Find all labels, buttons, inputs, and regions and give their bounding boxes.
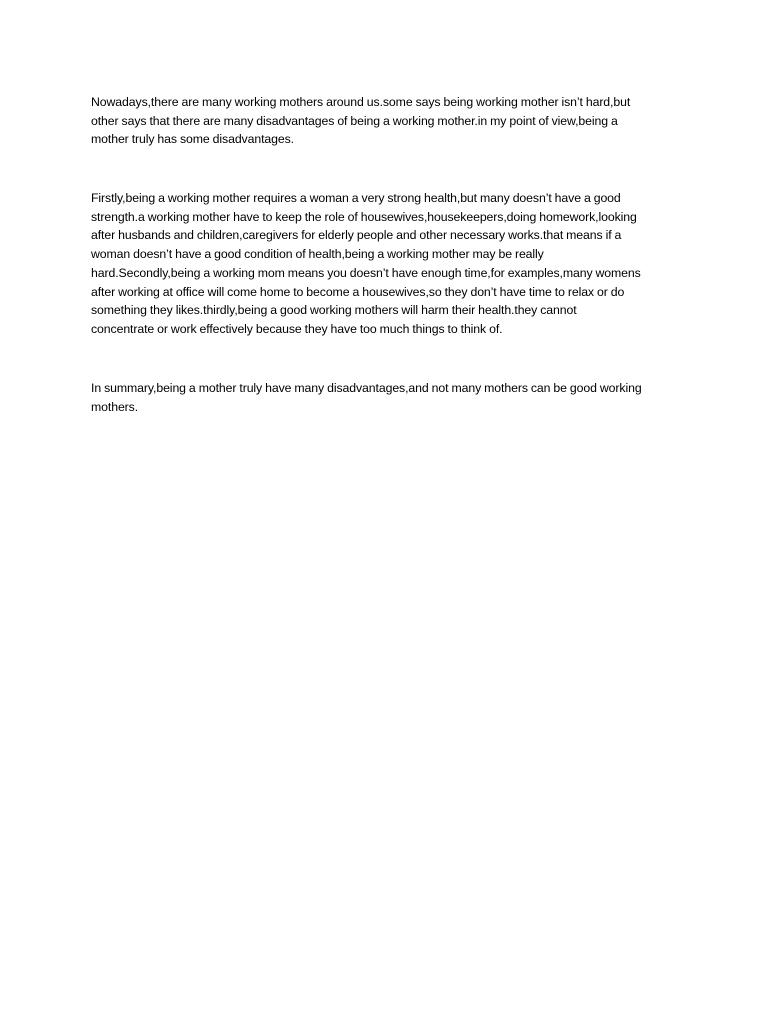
text-line: Nowadays,there are many working mothers around us.some says being working mother isn’t hard,but [91,95,631,109]
text-line: hard.Secondly,being a working mom means you doesn’t have enough time,for examples,many womens [91,265,641,280]
text-line: Firstly,being a working mother requires a woman a very strong health,but many doesn’t have a good [91,191,621,205]
text-line: after husbands and children,caregivers for elderly people and other necessary works.that means if a [91,228,622,243]
summary-paragraph [91,379,691,416]
text-line: other says that there are many disadvantages of being a working mother.in my point of view,being a [91,113,618,128]
text-line: concentrate or work effectively because they have too much things to think of. [91,321,503,336]
text-line: woman doesn’t have a good condition of health,being a working mother may be really [91,247,544,262]
text-line: something they likes.thirdly,being a good working mothers will harm their health.they cannot [91,303,577,318]
body-paragraph [91,189,691,339]
text-line: mothers. [91,399,139,414]
text-line: mother truly has some disadvantages. [91,132,294,147]
text-line: strength.a working mother have to keep the role of housewives,housekeepers,doing homework,looking [91,209,637,224]
intro-paragraph [91,93,691,149]
text-line: In summary,being a mother truly have many disadvantages,and not many mothers can be good working [91,381,642,395]
text-line: after working at office will come home to become a housewives,so they don’t have time to relax or do [91,284,625,299]
